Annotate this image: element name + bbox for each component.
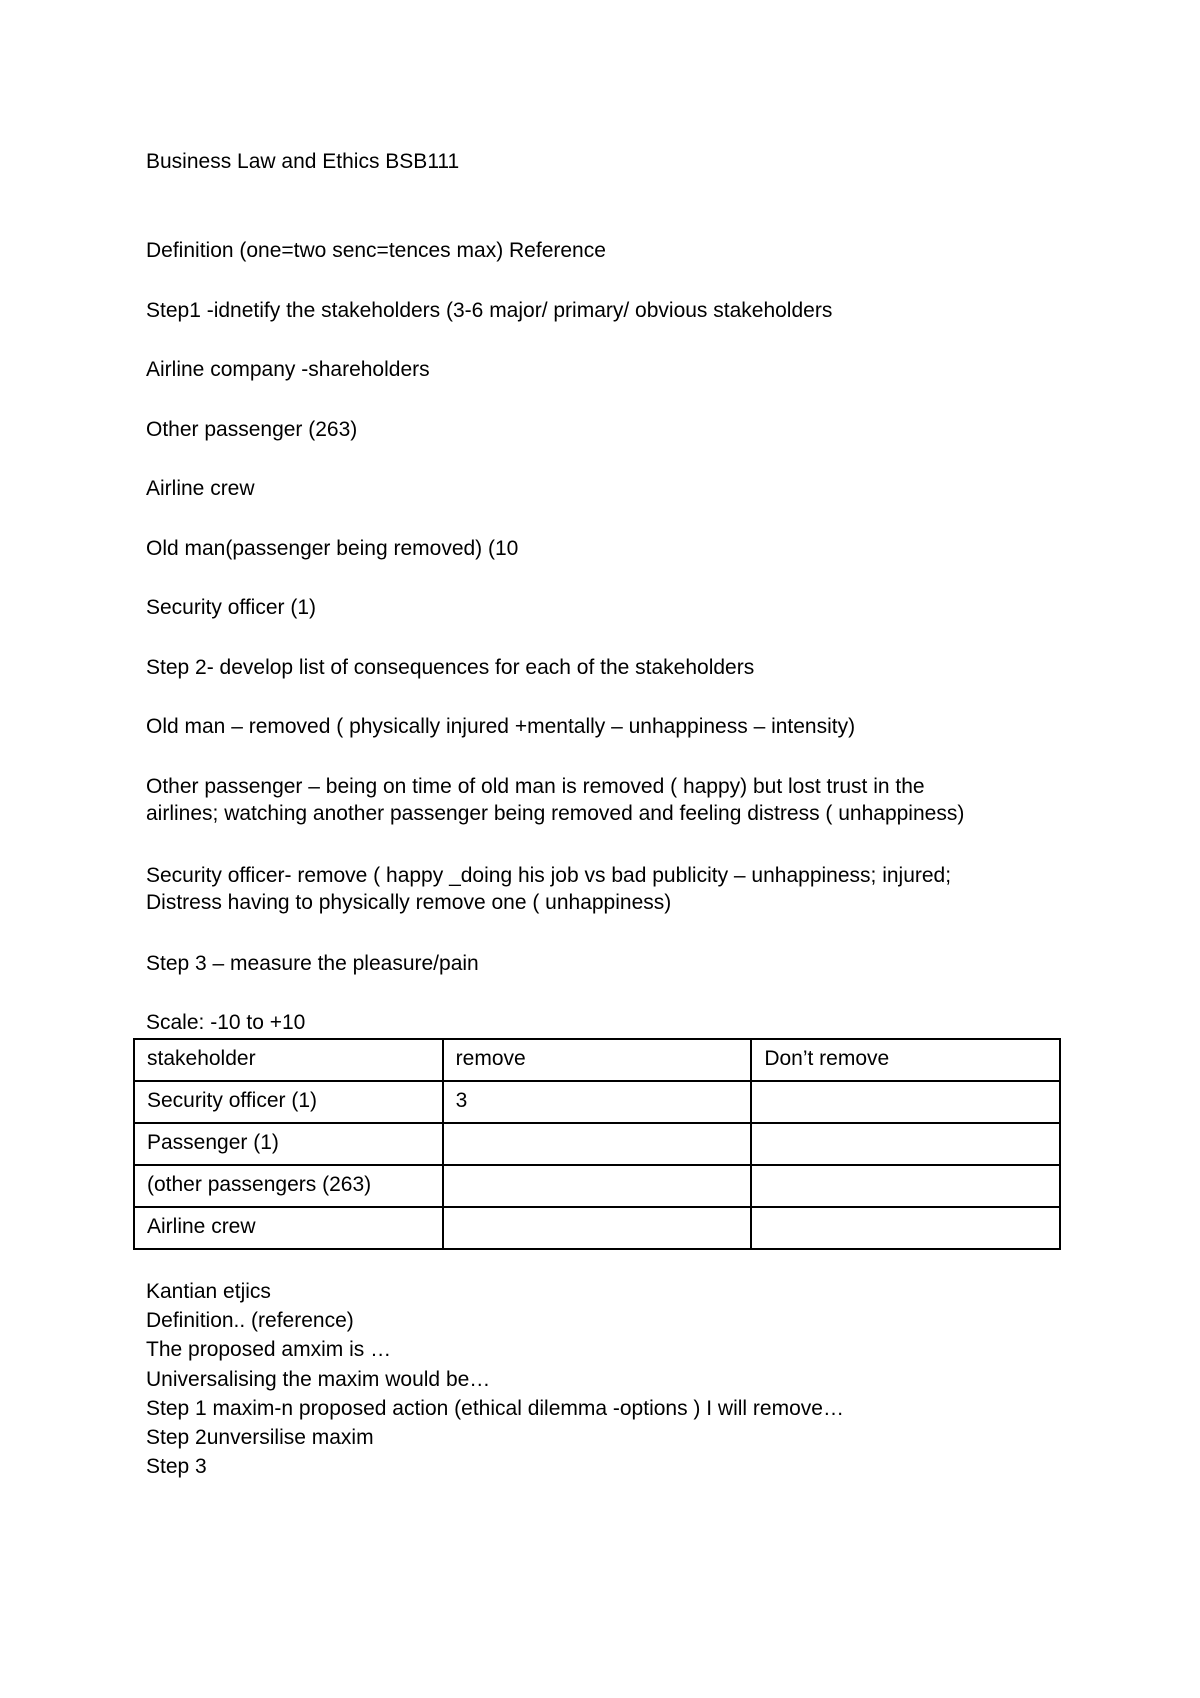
- table-cell: [443, 1165, 752, 1207]
- consequence-other-passenger: [146, 773, 1046, 827]
- kantian-line: Step 1 maxim-n proposed action (ethical dilemma -options ) I will remove…: [146, 1396, 844, 1420]
- kantian-section: [146, 1277, 844, 1481]
- table-row: [134, 1081, 1060, 1123]
- stakeholder-item: Airline crew: [146, 477, 255, 500]
- table-header-cell: remove: [443, 1039, 752, 1081]
- table-cell: [751, 1207, 1060, 1249]
- kantian-line: Step 3: [146, 1455, 207, 1479]
- kantian-line: Universalising the maxim would be…: [146, 1367, 491, 1391]
- table-cell: Airline crew: [134, 1207, 443, 1249]
- kantian-line: The proposed amxim is …: [146, 1338, 392, 1362]
- stakeholder-item: Airline company -shareholders: [146, 358, 430, 381]
- consequence-old-man: Old man – removed ( physically injured +mentally – unhappiness – intensity): [146, 715, 856, 738]
- document-title: Business Law and Ethics BSB111: [146, 150, 460, 173]
- consequence-line: airlines; watching another passenger being removed and feeling distress ( unhappiness): [146, 802, 965, 825]
- table-row: [134, 1123, 1060, 1165]
- kantian-line: Definition.. (reference): [146, 1309, 354, 1333]
- pleasure-pain-table: [133, 1038, 1061, 1250]
- kantian-line: Step 2unversilise maxim: [146, 1426, 374, 1450]
- table-header-cell: stakeholder: [134, 1039, 443, 1081]
- table-cell: (other passengers (263): [134, 1165, 443, 1207]
- definition-line: Definition (one=two senc=tences max) Reference: [146, 239, 606, 262]
- step1-heading: Step1 -idnetify the stakeholders (3-6 major/ primary/ obvious stakeholders: [146, 299, 833, 322]
- table-cell: [443, 1123, 752, 1165]
- kantian-line: Kantian etjics: [146, 1280, 271, 1303]
- table-cell: Passenger (1): [134, 1123, 443, 1165]
- scale-label: Scale: -10 to +10: [146, 1011, 306, 1034]
- table-row: [134, 1165, 1060, 1207]
- consequence-line: Security officer- remove ( happy _doing his job vs bad publicity – unhappiness; injured;: [146, 864, 952, 887]
- stakeholder-item: Security officer (1): [146, 596, 316, 619]
- table-cell: [751, 1165, 1060, 1207]
- table-header-row: [134, 1039, 1060, 1081]
- table-row: [134, 1207, 1060, 1249]
- table-cell: 3: [443, 1081, 752, 1123]
- consequence-security-officer: [146, 862, 1046, 916]
- table-header-cell: Don’t remove: [751, 1039, 1060, 1081]
- table-cell: [443, 1207, 752, 1249]
- stakeholder-item: Other passenger (263): [146, 418, 358, 441]
- table-cell: [751, 1081, 1060, 1123]
- step3-heading: Step 3 – measure the pleasure/pain: [146, 952, 479, 975]
- step2-heading: Step 2- develop list of consequences for each of the stakeholders: [146, 656, 755, 679]
- consequence-line: Distress having to physically remove one ( unhappiness): [146, 891, 672, 914]
- table-cell: [751, 1123, 1060, 1165]
- consequence-line: Other passenger – being on time of old man is removed ( happy) but lost trust in the: [146, 775, 925, 798]
- table-cell: Security officer (1): [134, 1081, 443, 1123]
- stakeholder-item: Old man(passenger being removed) (10: [146, 537, 519, 560]
